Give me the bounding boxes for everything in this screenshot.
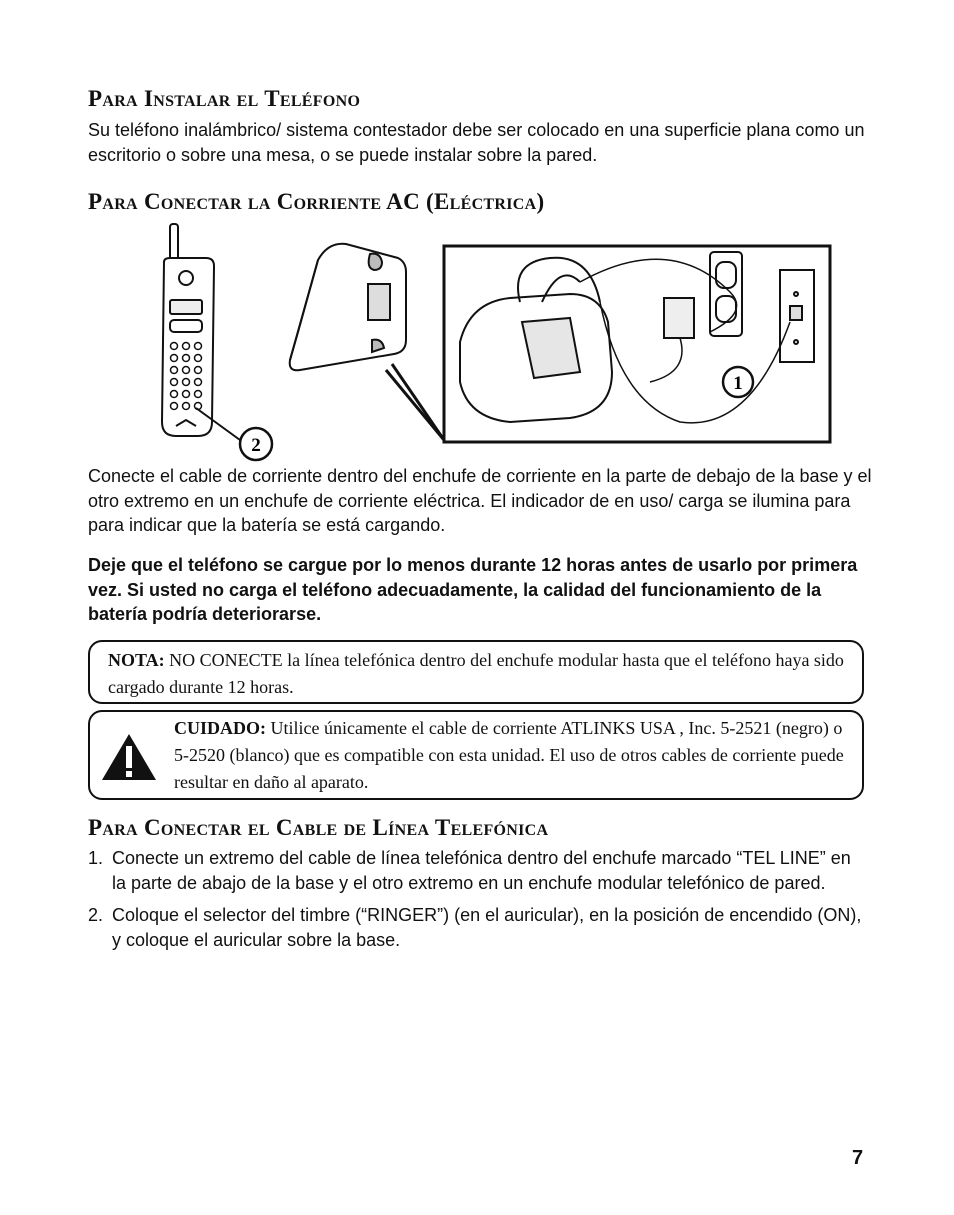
list-item — [88, 846, 868, 895]
caution-label: CUIDADO: — [174, 718, 266, 738]
section-heading-power: Para Conectar la Corriente AC (Eléctrica) — [88, 189, 545, 214]
step-number: 1. — [88, 848, 104, 868]
callout-2-label: 2 — [251, 435, 261, 456]
section-heading-line: Para Conectar el Cable de Línea Telefónica — [88, 815, 549, 840]
list-item — [88, 903, 868, 952]
base-back-illustration — [290, 244, 406, 370]
warning-triangle-icon — [100, 732, 158, 782]
step-text: Coloque el selector del timbre (“RINGER”) (en el auricular), en la posición de encendido (ON), y coloque el auricular sobre la base. — [112, 905, 862, 950]
page-number: 7 — [852, 1147, 864, 1169]
line-steps-list — [88, 846, 868, 960]
power-connection-illustration — [150, 222, 840, 462]
caution-text: Utilice únicamente el cable de corriente ATLINKS USA , Inc. 5-2521 (negro) o 5-2520 (blanco) que es compatible con esta unidad. El uso de otros cables de corriente puede resultar en daño al aparato. — [174, 718, 844, 792]
power-paragraph: Conecte el cable de corriente dentro del enchufe de corriente en la parte de debajo de la base y el otro extremo en un enchufe de corriente eléctrica. El indicador de en uso/ carga se ilumina para para indicar que la batería se está cargando. — [88, 466, 872, 535]
section-heading-install: Para Instalar el Teléfono — [88, 86, 361, 111]
install-paragraph: Su teléfono inalámbrico/ sistema contestador debe ser colocado en una superficie plana como un escritorio o sobre una mesa, o se puede instalar sobre la pared. — [88, 120, 865, 165]
note-text: NO CONECTE la línea telefónica dentro del enchufe modular hasta que el teléfono haya sido cargado durante 12 horas. — [108, 650, 844, 697]
step-text: Conecte un extremo del cable de línea telefónica dentro del enchufe marcado “TEL LINE” en la parte de abajo de la base y el otro extremo en un enchufe modular telefónico de pared. — [112, 848, 851, 893]
phone-jack-illustration — [780, 270, 814, 362]
caution-box — [88, 710, 864, 800]
note-label: NOTA: — [108, 650, 165, 670]
step-number: 2. — [88, 905, 104, 925]
note-box — [88, 640, 864, 704]
handset-illustration — [162, 224, 214, 436]
callout-1-label: 1 — [733, 373, 743, 394]
charge-warning-paragraph: Deje que el teléfono se cargue por lo menos durante 12 horas antes de usarlo por primera vez. Si usted no carga el teléfono adecuadamente, la calidad del funcionamiento de la batería podría deteriorarse. — [88, 555, 858, 624]
